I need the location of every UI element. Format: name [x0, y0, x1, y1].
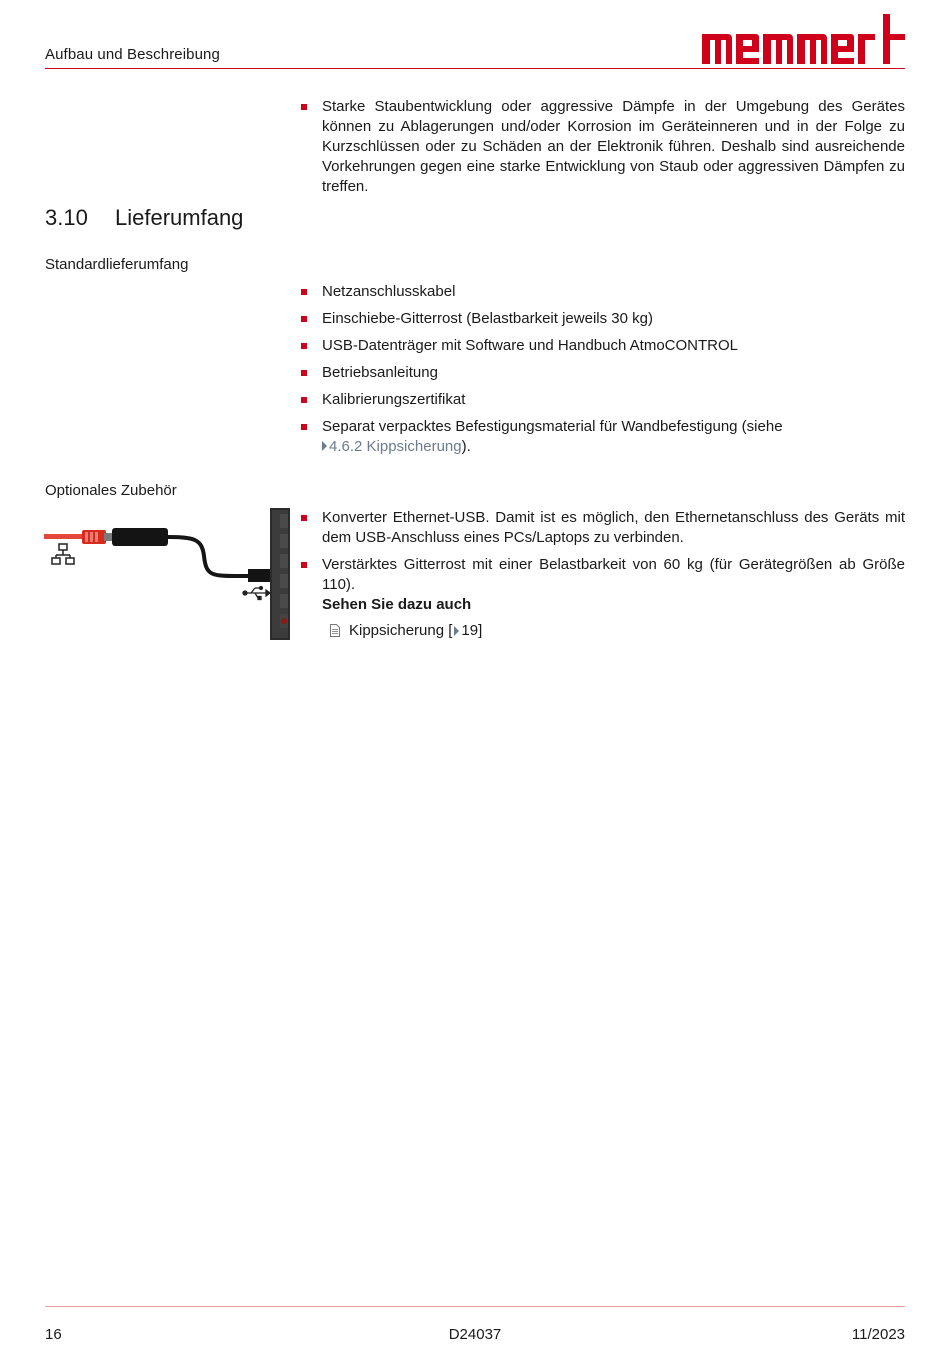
bullet-square-icon: [301, 289, 307, 295]
list-item: Starke Staubentwicklung oder aggressive Dämpfe in der Umgebung des Gerätes können zu Ablagerungen und/oder Korrosion im Geräteinneren und in der Folge zu Kurzschlüssen oder zu Schäden an der Elektronik führen. Deshalb sind ausreichende Vorkehrungen gegen eine starke Entwicklung von Staub oder aggressiven Dämpfen zu treffen.: [300, 97, 905, 197]
bullet-square-icon: [301, 370, 307, 376]
arrow-right-icon: [454, 626, 459, 636]
list-item: Einschiebe-Gitterrost (Belastbarkeit jeweils 30 kg): [300, 309, 905, 329]
see-also-title: Sehen Sie dazu auch: [322, 596, 472, 613]
footer-document-id: D24037: [448, 1326, 502, 1343]
ethernet-network-icon: [52, 544, 74, 564]
footer-rule: [45, 1306, 905, 1307]
header-rule: [45, 68, 905, 69]
optional-accessories-list: [300, 508, 905, 602]
section-heading: [45, 205, 243, 231]
standard-scope-label: Standardlieferumfang: [45, 256, 189, 273]
document-icon: [330, 624, 340, 637]
kippsicherung-link[interactable]: 4.6.2 Kippsicherung: [322, 438, 462, 455]
standard-scope-list: [300, 282, 905, 464]
list-item: Separat verpacktes Befestigungsmaterial für Wandbefestigung (siehe 4.6.2 Kippsicherung).: [300, 417, 905, 457]
intro-bullet-list: [300, 97, 905, 197]
list-item: Konverter Ethernet-USB. Damit ist es möglich, den Ethernetanschluss des Geräts mit dem USB-Anschluss eines PCs/Laptops zu verbinden.: [300, 508, 905, 548]
bullet-square-icon: [301, 424, 307, 430]
list-item: Netzanschlusskabel: [300, 282, 905, 302]
list-item: Betriebsanleitung: [300, 363, 905, 383]
memmert-logo: [700, 12, 906, 68]
list-item: USB-Datenträger mit Software und Handbuch AtmoCONTROL: [300, 336, 905, 356]
header-title: Aufbau und Beschreibung: [45, 46, 220, 63]
bullet-square-icon: [301, 104, 307, 110]
ethernet-usb-converter-illustration: [44, 506, 290, 642]
section-number: 3.10: [45, 205, 88, 230]
bullet-square-icon: [301, 397, 307, 403]
footer-page-number: 16: [45, 1326, 62, 1343]
optional-accessories-label: Optionales Zubehör: [45, 482, 177, 499]
see-also-link[interactable]: Kippsicherung [ 19 ]: [330, 622, 482, 639]
bullet-square-icon: [301, 515, 307, 521]
footer-date: 11/2023: [851, 1326, 905, 1343]
usb-icon: [243, 587, 270, 600]
bullet-square-icon: [301, 562, 307, 568]
section-title: Lieferumfang: [115, 205, 244, 230]
arrow-right-icon: [322, 441, 327, 451]
list-item: Verstärktes Gitterrost mit einer Belastbarkeit von 60 kg (für Gerätegrößen ab Größe 110).: [300, 555, 905, 595]
bullet-square-icon: [301, 316, 307, 322]
list-item: Kalibrierungszertifikat: [300, 390, 905, 410]
bullet-square-icon: [301, 343, 307, 349]
